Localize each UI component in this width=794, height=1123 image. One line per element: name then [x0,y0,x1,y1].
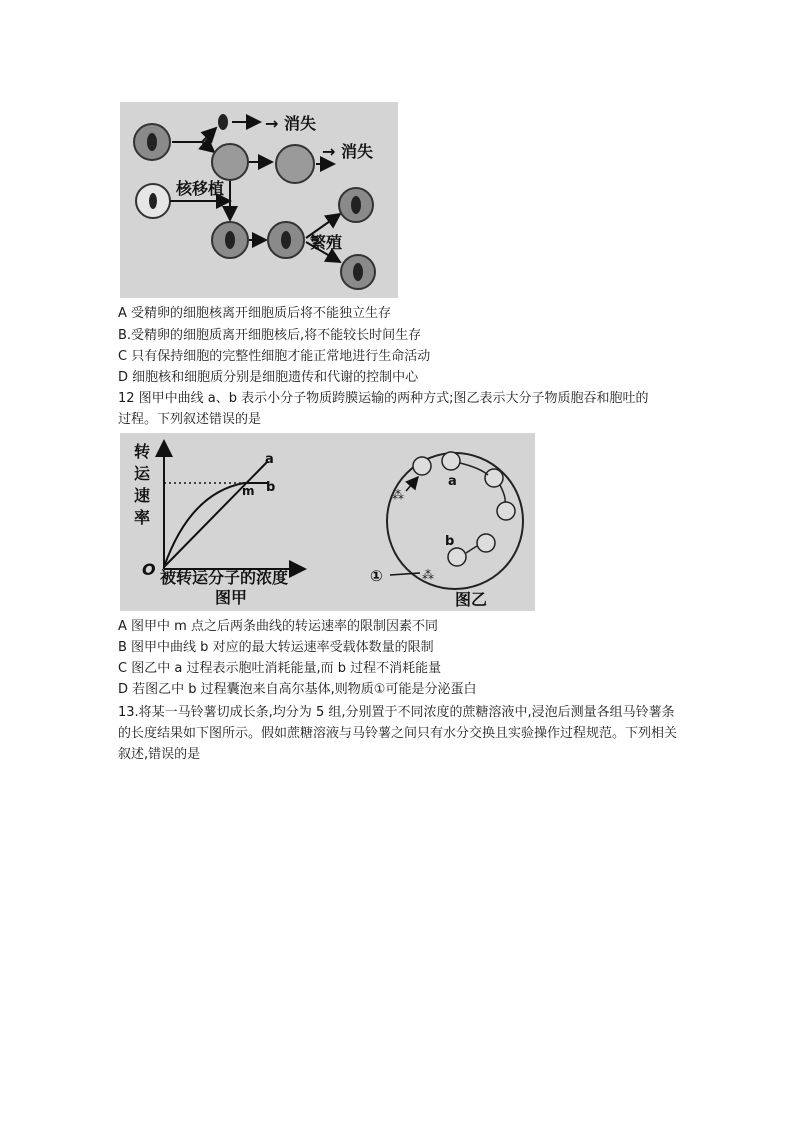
y-label-char: 速 [134,486,151,505]
vesicle [497,502,515,520]
chart-yi [370,452,523,609]
y-label-char: 率 [134,508,151,527]
vesicle [485,469,503,487]
q12-option-c: C 图乙中 a 过程表示胞吐消耗能量,而 b 过程不消耗能量 [118,661,442,676]
offspring-cell [339,188,373,222]
process-b-label: b [445,534,455,549]
figure-transport [120,433,535,611]
process-a-label: a [448,474,457,489]
pointer-line [390,573,420,575]
q11-option-a: A 受精卵的细胞核离开细胞质后将不能独立生存 [118,306,392,321]
x-axis-label: 被转运分子的浓度 [160,568,289,587]
zygote-cell [134,124,170,160]
uptake-arrow [406,477,418,491]
q11-option-b: B.受精卵的细胞质离开细胞核后,将不能较长时间生存 [118,328,422,343]
figure-nuclear-transfer [120,102,398,298]
chart-jia [134,441,305,607]
point-m-label: m [242,484,255,498]
offspring-cell [341,255,375,289]
cytoplasm-cell [276,145,314,183]
q12-option-a: A 图甲中 m 点之后两条曲线的转运速率的限制因素不同 [118,619,438,634]
q12-option-d: D 若图乙中 b 过程囊泡来自高尔基体,则物质①可能是分泌蛋白 [118,682,477,697]
label-disappear-top: → 消失 [265,114,316,133]
particle-icon: ⁂ [392,488,404,502]
label-reproduce: 繁殖 [310,233,343,252]
particle-icon: ⁂ [422,568,434,582]
vesicle [442,452,460,470]
process-b-path [466,546,477,553]
q11-option-d: D 细胞核和细胞质分别是细胞遗传和代谢的控制中心 [118,370,419,385]
donor-cell [136,184,170,218]
q12-stem-line2: 过程。下列叙述错误的是 [118,412,262,427]
label-nuclear-transfer: 核移植 [176,179,225,198]
vesicle [413,457,431,475]
reconstructed-cell [212,222,248,258]
curve-a-label: a [265,452,274,467]
q11-option-c: C 只有保持细胞的完整性细胞才能正常地进行生命活动 [118,349,431,364]
enucleated-cell [212,144,248,180]
substance-1-label: ① [370,567,383,585]
new-cell [268,222,304,258]
q13-stem: 13.将某一马铃薯切成长条,均分为 5 组,分别置于不同浓度的蔗糖溶液中,浸泡后测量各组马铃薯条的长度结果如下图所示。假如蔗糖溶液与马铃薯之间只有水分交换且实验操作过程规范。下列相关叙述,错误的是 [118,705,678,762]
y-label-char: 转 [134,442,151,461]
chart-caption-jia: 图甲 [215,588,248,607]
curve-a [164,461,268,567]
label-disappear-mid: → 消失 [322,142,373,161]
chart-caption-yi: 图乙 [455,590,488,609]
vesicle [477,534,495,552]
curve-b-label: b [266,480,276,495]
q12-stem-line1: 12 图甲中曲线 a、b 表示小分子物质跨膜运输的两种方式;图乙表示大分子物质胞吞和胞吐的 [118,391,649,406]
isolated-nucleus [218,114,228,130]
origin-label: O [142,560,156,579]
q12-option-b: B 图甲中曲线 b 对应的最大转运速率受载体数量的限制 [118,640,434,655]
y-label-char: 运 [134,464,151,483]
vesicle [448,548,466,566]
